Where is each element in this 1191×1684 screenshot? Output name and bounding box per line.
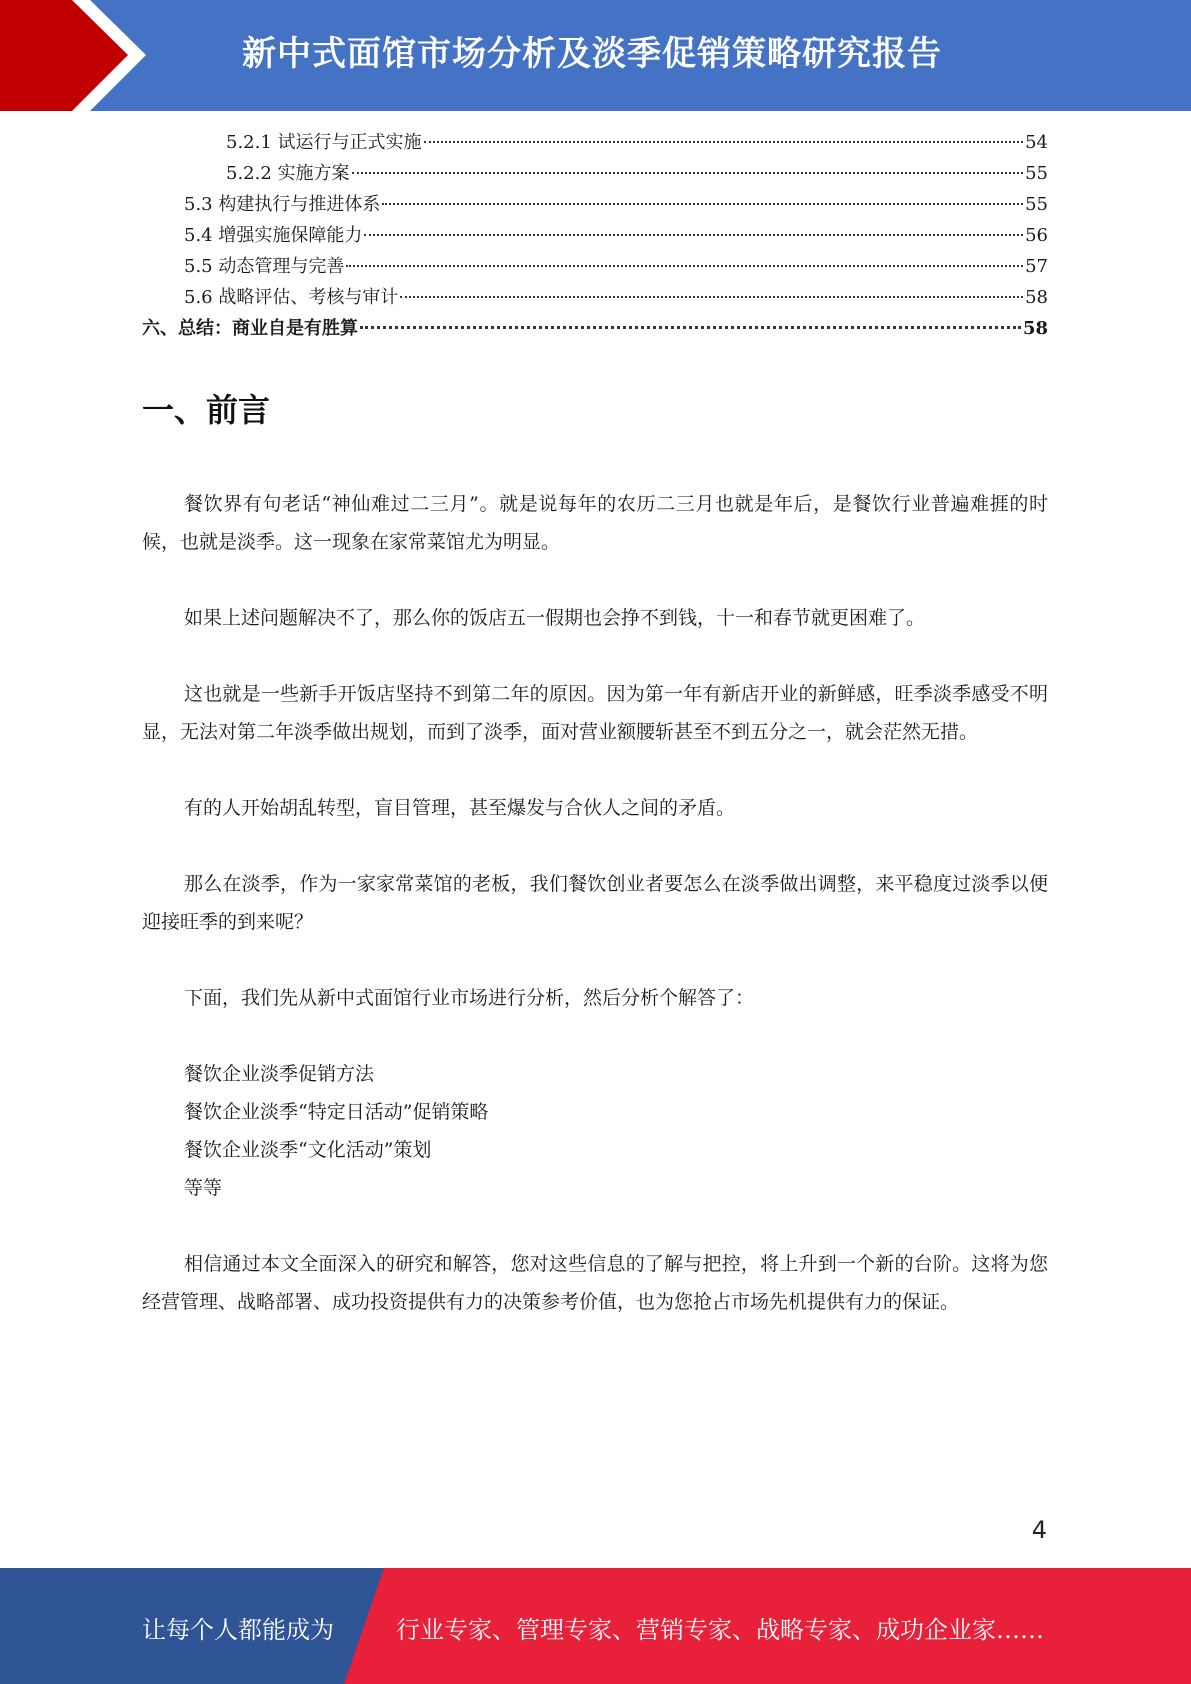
toc-leader-dots bbox=[346, 265, 1023, 267]
toc-leader-dots bbox=[364, 234, 1023, 236]
toc-entry-label: 5.4 增强实施保障能力 bbox=[184, 225, 363, 246]
toc-leader-dots bbox=[400, 296, 1023, 298]
topic-list bbox=[142, 1055, 1048, 1207]
list-item: 餐饮企业淡季“特定日活动”促销策略 bbox=[184, 1101, 489, 1123]
toc-entry-label: 5.6 战略评估、考核与审计 bbox=[184, 287, 399, 308]
paragraph: 餐饮界有句老话“神仙难过二三月”。就是说每年的农历二三月也就是年后，是餐饮行业普遍难捱的时候，也就是淡季。这一现象在家常菜馆尤为明显。 bbox=[142, 493, 1048, 553]
table-of-contents bbox=[142, 127, 1048, 344]
section-heading: 一、前言 bbox=[142, 391, 271, 429]
paragraph: 相信通过本文全面深入的研究和解答，您对这些信息的了解与把控，将上升到一个新的台阶。这将为您经营管理、战略部署、成功投资提供有力的决策参考价值，也为您抢占市场先机提供有力的保证。 bbox=[142, 1253, 1048, 1313]
toc-leader-dots bbox=[352, 172, 1024, 174]
toc-entry-label: 六、总结：商业自是有胜算 bbox=[142, 318, 358, 339]
toc-leader-dots bbox=[424, 141, 1024, 143]
toc-entry[interactable] bbox=[142, 127, 1048, 158]
toc-entry[interactable] bbox=[142, 313, 1048, 344]
page-number: 4 bbox=[1031, 1516, 1047, 1544]
toc-entry-page: 54 bbox=[1025, 132, 1048, 153]
list-item: 餐饮企业淡季“文化活动”策划 bbox=[184, 1139, 432, 1161]
paragraph: 下面，我们先从新中式面馆行业市场进行分析，然后分析个解答了： bbox=[184, 987, 755, 1009]
footer-slogan-right: 行业专家、管理专家、营销专家、战略专家、成功企业家…… bbox=[396, 1616, 1044, 1644]
toc-entry-label: 5.5 动态管理与完善 bbox=[184, 256, 345, 277]
paragraph: 如果上述问题解决不了，那么你的饭店五一假期也会挣不到钱，十一和春节就更困难了。 bbox=[184, 607, 926, 629]
toc-entry-page: 58 bbox=[1025, 287, 1048, 308]
toc-leader-dots bbox=[382, 203, 1023, 205]
paragraph: 有的人开始胡乱转型，盲目管理，甚至爆发与合伙人之间的矛盾。 bbox=[184, 797, 736, 819]
toc-entry[interactable] bbox=[142, 158, 1048, 189]
toc-entry-page: 56 bbox=[1025, 225, 1048, 246]
toc-leader-dots bbox=[360, 326, 1021, 329]
header-banner bbox=[0, 0, 1191, 111]
toc-entry-label: 5.2.2 实施方案 bbox=[226, 163, 350, 184]
list-item: 等等 bbox=[184, 1177, 223, 1199]
toc-entry-label: 5.3 构建执行与推进体系 bbox=[184, 194, 381, 215]
toc-entry[interactable] bbox=[142, 189, 1048, 220]
toc-entry-page: 58 bbox=[1022, 318, 1048, 339]
toc-entry-page: 55 bbox=[1025, 163, 1048, 184]
footer-slogan-left: 让每个人都能成为 bbox=[142, 1616, 334, 1644]
report-title: 新中式面馆市场分析及淡季促销策略研究报告 bbox=[242, 34, 942, 74]
toc-entry-page: 57 bbox=[1025, 256, 1048, 277]
body-text bbox=[142, 485, 1048, 1359]
footer-banner bbox=[0, 1568, 1191, 1684]
toc-entry[interactable] bbox=[142, 220, 1048, 251]
toc-entry[interactable] bbox=[142, 282, 1048, 313]
toc-entry-page: 55 bbox=[1025, 194, 1048, 215]
paragraph: 这也就是一些新手开饭店坚持不到第二年的原因。因为第一年有新店开业的新鲜感，旺季淡季感受不明显，无法对第二年淡季做出规划，而到了淡季，面对营业额腰斩甚至不到五分之一，就会茫然无措。 bbox=[142, 683, 1048, 743]
list-item: 餐饮企业淡季促销方法 bbox=[184, 1063, 375, 1085]
toc-entry-label: 5.2.1 试运行与正式实施 bbox=[226, 132, 422, 153]
toc-entry[interactable] bbox=[142, 251, 1048, 282]
paragraph: 那么在淡季，作为一家家常菜馆的老板，我们餐饮创业者要怎么在淡季做出调整，来平稳度过淡季以便迎接旺季的到来呢？ bbox=[142, 873, 1048, 933]
